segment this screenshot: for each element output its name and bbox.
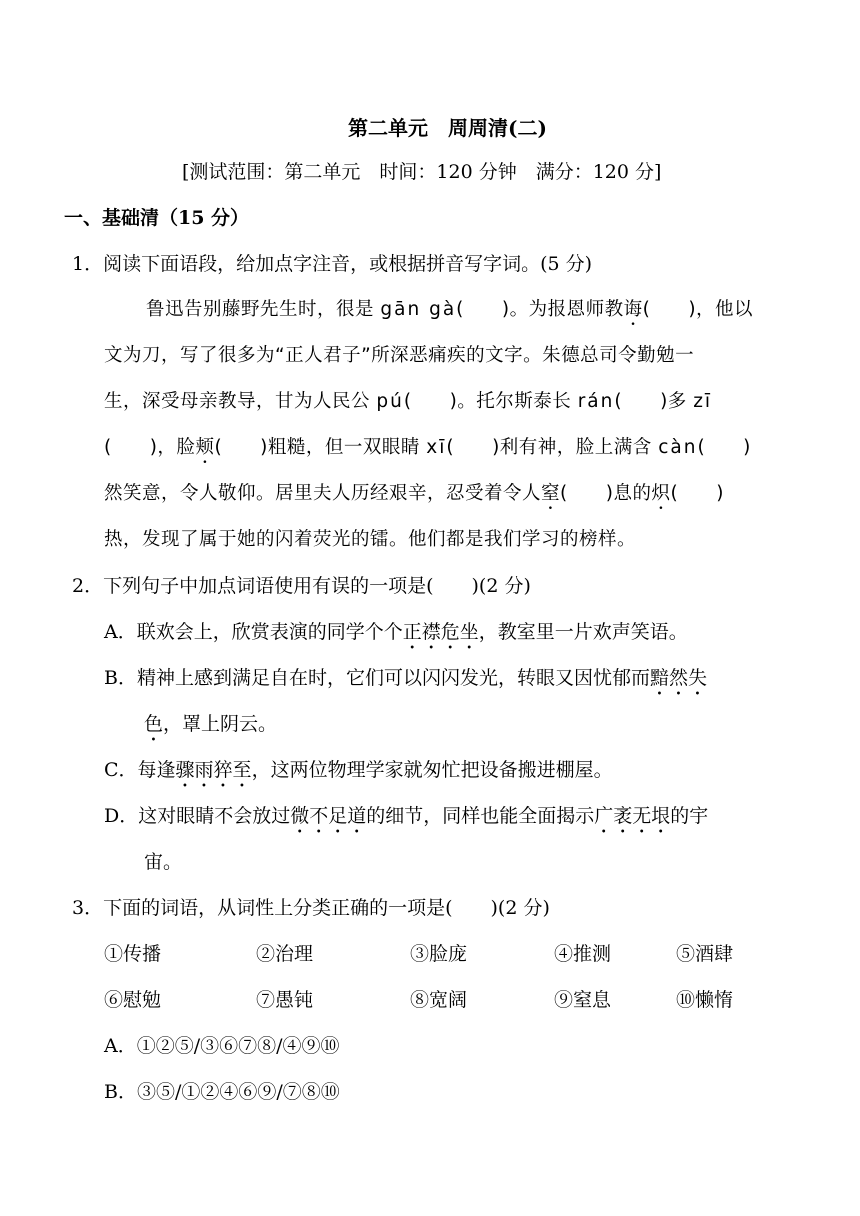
passage-line: 然笑意，令人敬仰。居里夫人历经艰辛，忍受着令人窒( )息的炽( ) <box>104 483 724 504</box>
option-b-continued: 色，罩上阴云。 <box>144 713 278 735</box>
passage-line: 生，深受母亲教导，甘为人民公 pú( )。托尔斯泰长 rán( )多 zī <box>104 391 713 412</box>
passage-line: 鲁迅告别藤野先生时，很是 gān gà( )。为报恩师教诲( )，他以 <box>146 299 754 320</box>
word-item: ⑥慰勉 <box>104 989 162 1011</box>
page-title: 第二单元 周周清(二) <box>348 116 547 140</box>
word-item: ⑦愚钝 <box>256 989 314 1011</box>
word-item: ④推测 <box>554 943 612 965</box>
word-item: ①传播 <box>104 943 162 965</box>
question-2-stem: 2．下列句子中加点词语使用有误的一项是( )(2 分) <box>72 575 531 597</box>
word-item: ⑩懒惰 <box>676 989 734 1011</box>
passage-line: 热，发现了属于她的闪着荧光的镭。他们都是我们学习的榜样。 <box>104 529 637 550</box>
question-3-stem: 3．下面的词语，从词性上分类正确的一项是( )(2 分) <box>72 897 550 919</box>
option-d-continued: 宙。 <box>144 851 183 873</box>
option-b: B．精神上感到满足自在时，它们可以闪闪发光，转眼又因忧郁而黯然失 <box>104 667 707 689</box>
passage-line: ( )，脸颊( )粗糙，但一双眼睛 xī( )利有神，脸上满含 càn( ) <box>104 437 751 458</box>
test-scope: [测试范围：第二单元 时间：120 分钟 满分：120 分] <box>182 161 662 183</box>
option-a: A．联欢会上，欣赏表演的同学个个正襟危坐，教室里一片欢声笑语。 <box>104 621 688 643</box>
option-b: B．③⑤/①②④⑥⑨/⑦⑧⑩ <box>104 1081 340 1103</box>
option-d: D．这对眼睛不会放过微不足道的细节，同样也能全面揭示广袤无垠的宇 <box>104 805 709 827</box>
word-item: ⑧宽阔 <box>410 989 468 1011</box>
passage-line: 文为刀，写了很多为“正人君子”所深恶痛疾的文字。朱德总司令勤勉一 <box>104 345 695 366</box>
word-item: ③脸庞 <box>410 943 468 965</box>
option-a: A．①②⑤/③⑥⑦⑧/④⑨⑩ <box>104 1035 340 1057</box>
word-item: ⑨窒息 <box>554 989 612 1011</box>
question-1-stem: 1．阅读下面语段，给加点字注音，或根据拼音写字词。(5 分) <box>72 253 593 275</box>
word-item: ②治理 <box>256 943 314 965</box>
option-c: C．每逢骤雨猝至，这两位物理学家就匆忙把设备搬进棚屋。 <box>104 759 613 781</box>
section-heading: 一、基础清（15 分） <box>64 207 250 229</box>
word-item: ⑤酒肆 <box>676 943 734 965</box>
